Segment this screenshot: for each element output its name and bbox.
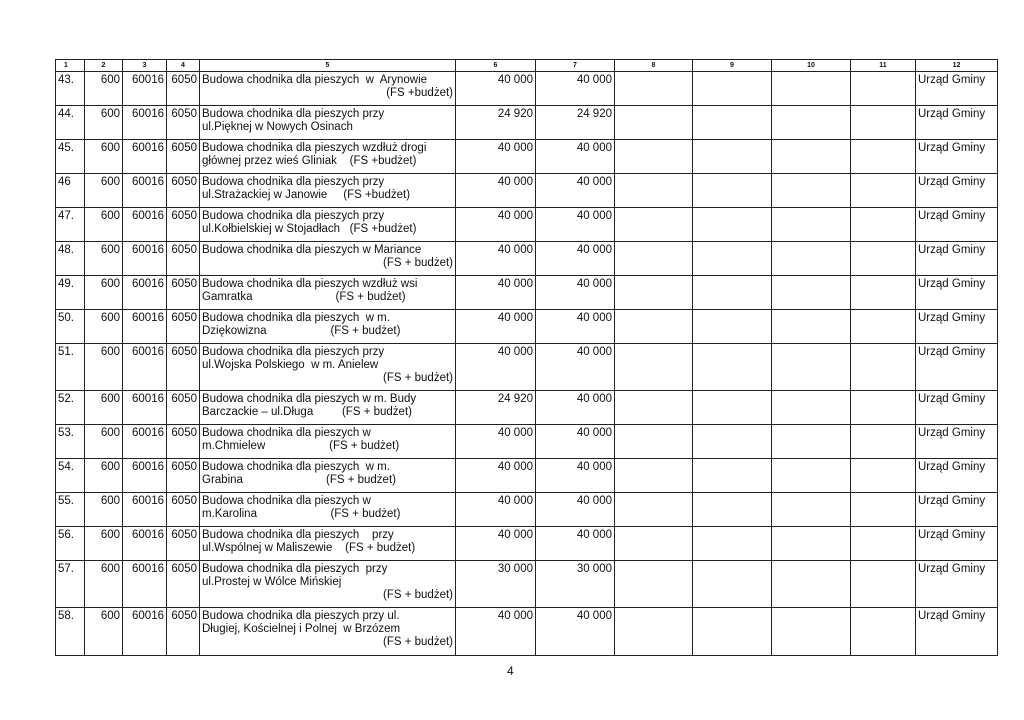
amount-col7-cell: 40 000 (536, 391, 615, 425)
amount-col9-cell (693, 72, 772, 106)
section-cell: 600 (85, 608, 123, 656)
section-cell: 600 (85, 561, 123, 608)
amount-col10-cell (772, 276, 851, 310)
amount-col8-cell (615, 391, 693, 425)
amount-col11-cell (851, 561, 916, 608)
amount-col8-cell (615, 208, 693, 242)
chapter-cell: 60016 (123, 608, 167, 656)
description-line: ul.Strażackiej w Janowie (FS +budżet) (202, 189, 411, 201)
amount-col8-cell (615, 310, 693, 344)
section-cell: 600 (85, 527, 123, 561)
amount-col7-cell: 40 000 (536, 140, 615, 174)
amount-col8-cell (615, 106, 693, 140)
funding-note: (FS + budżet) (383, 372, 453, 384)
amount-col7-cell: 40 000 (536, 276, 615, 310)
column-header-2: 2 (85, 60, 123, 72)
column-header-9: 9 (693, 60, 772, 72)
row-number-cell: 49. (56, 276, 85, 310)
description-line: ul.Prostej w Wólce Mińskiej (202, 576, 342, 588)
row-number-cell: 58. (56, 608, 85, 656)
responsible-unit-cell: Urząd Gminy (916, 140, 998, 174)
column-header-3: 3 (123, 60, 167, 72)
page-number: 4 (507, 664, 514, 678)
amount-col9-cell (693, 608, 772, 656)
amount-col6-cell: 40 000 (456, 527, 536, 561)
description-line: Barczackie – ul.Długa (FS + budżet) (202, 406, 412, 418)
row-number-cell: 56. (56, 527, 85, 561)
column-header-12: 12 (916, 60, 998, 72)
paragraph-cell: 6050 (167, 174, 200, 208)
chapter-cell: 60016 (123, 391, 167, 425)
amount-col10-cell (772, 344, 851, 391)
responsible-unit-cell: Urząd Gminy (916, 425, 998, 459)
amount-col10-cell (772, 459, 851, 493)
paragraph-cell: 6050 (167, 140, 200, 174)
funding-note: (FS +budżet) (386, 87, 453, 99)
amount-col8-cell (615, 140, 693, 174)
description-line: ul.Kołbielskiej w Stojadłach (FS +budżet) (202, 223, 417, 235)
table-row (56, 493, 998, 527)
section-cell: 600 (85, 391, 123, 425)
amount-col8-cell (615, 425, 693, 459)
table-row (56, 276, 998, 310)
paragraph-cell: 6050 (167, 242, 200, 276)
description-cell (200, 527, 456, 561)
description-cell (200, 106, 456, 140)
amount-col11-cell (851, 608, 916, 656)
description-line: Budowa chodnika dla pieszych w m. Budy (202, 393, 417, 405)
header-row (56, 60, 998, 72)
amount-col11-cell (851, 459, 916, 493)
responsible-unit-cell: Urząd Gminy (916, 276, 998, 310)
section-cell: 600 (85, 174, 123, 208)
description-cell (200, 276, 456, 310)
amount-col6-cell: 30 000 (456, 561, 536, 608)
amount-col7-cell: 40 000 (536, 242, 615, 276)
row-number-cell: 53. (56, 425, 85, 459)
amount-col8-cell (615, 174, 693, 208)
amount-col8-cell (615, 242, 693, 276)
chapter-cell: 60016 (123, 140, 167, 174)
amount-col9-cell (693, 561, 772, 608)
description-line: Dziękowizna (FS + budżet) (202, 325, 401, 337)
row-number-cell: 50. (56, 310, 85, 344)
amount-col9-cell (693, 310, 772, 344)
description-line: Budowa chodnika dla pieszych przy (202, 563, 388, 575)
description-cell (200, 242, 456, 276)
column-header-5: 5 (200, 60, 456, 72)
amount-col10-cell (772, 242, 851, 276)
column-header-4: 4 (167, 60, 200, 72)
amount-col10-cell (772, 310, 851, 344)
amount-col8-cell (615, 276, 693, 310)
description-cell (200, 174, 456, 208)
amount-col10-cell (772, 561, 851, 608)
chapter-cell: 60016 (123, 527, 167, 561)
description-line: Budowa chodnika dla pieszych w (202, 427, 371, 439)
amount-col7-cell: 40 000 (536, 608, 615, 656)
description-cell (200, 561, 456, 608)
description-cell (200, 310, 456, 344)
amount-col9-cell (693, 344, 772, 391)
paragraph-cell: 6050 (167, 493, 200, 527)
description-line: głównej przez wieś Gliniak (FS +budżet) (202, 155, 417, 167)
section-cell: 600 (85, 493, 123, 527)
section-cell: 600 (85, 72, 123, 106)
description-line: ul.Pięknej w Nowych Osinach (202, 121, 353, 133)
amount-col11-cell (851, 527, 916, 561)
amount-col6-cell: 40 000 (456, 242, 536, 276)
chapter-cell: 60016 (123, 174, 167, 208)
amount-col8-cell (615, 608, 693, 656)
paragraph-cell: 6050 (167, 608, 200, 656)
amount-col11-cell (851, 208, 916, 242)
row-number-cell: 55. (56, 493, 85, 527)
responsible-unit-cell: Urząd Gminy (916, 527, 998, 561)
chapter-cell: 60016 (123, 493, 167, 527)
amount-col8-cell (615, 527, 693, 561)
amount-col6-cell: 40 000 (456, 608, 536, 656)
chapter-cell: 60016 (123, 561, 167, 608)
amount-col8-cell (615, 72, 693, 106)
row-number-cell: 48. (56, 242, 85, 276)
table-row (56, 425, 998, 459)
description-line: Budowa chodnika dla pieszych przy (202, 529, 394, 541)
column-header-6: 6 (456, 60, 536, 72)
amount-col10-cell (772, 608, 851, 656)
amount-col10-cell (772, 208, 851, 242)
amount-col9-cell (693, 527, 772, 561)
description-line: Budowa chodnika dla pieszych w (202, 495, 371, 507)
amount-col9-cell (693, 106, 772, 140)
section-cell: 600 (85, 344, 123, 391)
description-cell (200, 425, 456, 459)
table-body (56, 72, 998, 656)
amount-col7-cell: 40 000 (536, 208, 615, 242)
responsible-unit-cell: Urząd Gminy (916, 174, 998, 208)
table-row (56, 310, 998, 344)
paragraph-cell: 6050 (167, 425, 200, 459)
amount-col9-cell (693, 391, 772, 425)
amount-col7-cell: 40 000 (536, 493, 615, 527)
chapter-cell: 60016 (123, 310, 167, 344)
funding-note: (FS + budżet) (383, 589, 453, 601)
table-row (56, 208, 998, 242)
table-row (56, 344, 998, 391)
description-line: Budowa chodnika dla pieszych w m. (202, 461, 390, 473)
row-number-cell: 46 (56, 174, 85, 208)
amount-col6-cell: 40 000 (456, 276, 536, 310)
row-number-cell: 51. (56, 344, 85, 391)
table-row (56, 242, 998, 276)
amount-col11-cell (851, 106, 916, 140)
amount-col11-cell (851, 391, 916, 425)
amount-col11-cell (851, 140, 916, 174)
amount-col6-cell: 40 000 (456, 459, 536, 493)
amount-col6-cell: 40 000 (456, 425, 536, 459)
description-line: Budowa chodnika dla pieszych przy (202, 210, 385, 222)
amount-col10-cell (772, 391, 851, 425)
responsible-unit-cell: Urząd Gminy (916, 242, 998, 276)
table-row (56, 391, 998, 425)
table-row (56, 561, 998, 608)
amount-col8-cell (615, 493, 693, 527)
amount-col7-cell: 40 000 (536, 527, 615, 561)
amount-col9-cell (693, 140, 772, 174)
paragraph-cell: 6050 (167, 106, 200, 140)
amount-col7-cell: 40 000 (536, 425, 615, 459)
amount-col9-cell (693, 174, 772, 208)
investment-table (55, 59, 998, 656)
amount-col11-cell (851, 276, 916, 310)
description-line: Gamratka (FS + budżet) (202, 291, 406, 303)
chapter-cell: 60016 (123, 72, 167, 106)
row-number-cell: 57. (56, 561, 85, 608)
row-number-cell: 44. (56, 106, 85, 140)
amount-col9-cell (693, 425, 772, 459)
amount-col9-cell (693, 242, 772, 276)
responsible-unit-cell: Urząd Gminy (916, 208, 998, 242)
description-cell (200, 208, 456, 242)
section-cell: 600 (85, 425, 123, 459)
table-row (56, 459, 998, 493)
paragraph-cell: 6050 (167, 459, 200, 493)
section-cell: 600 (85, 140, 123, 174)
responsible-unit-cell: Urząd Gminy (916, 493, 998, 527)
amount-col10-cell (772, 425, 851, 459)
column-header-11: 11 (851, 60, 916, 72)
column-header-1: 1 (56, 60, 85, 72)
paragraph-cell: 6050 (167, 310, 200, 344)
paragraph-cell: 6050 (167, 527, 200, 561)
responsible-unit-cell: Urząd Gminy (916, 344, 998, 391)
amount-col10-cell (772, 106, 851, 140)
description-line: Budowa chodnika dla pieszych w Arynowie (202, 74, 428, 86)
amount-col6-cell: 40 000 (456, 140, 536, 174)
amount-col6-cell: 40 000 (456, 174, 536, 208)
paragraph-cell: 6050 (167, 72, 200, 106)
column-header-10: 10 (772, 60, 851, 72)
amount-col6-cell: 24 920 (456, 391, 536, 425)
responsible-unit-cell: Urząd Gminy (916, 391, 998, 425)
section-cell: 600 (85, 208, 123, 242)
paragraph-cell: 6050 (167, 561, 200, 608)
amount-col7-cell: 30 000 (536, 561, 615, 608)
description-line: m.Karolina (FS + budżet) (202, 508, 401, 520)
amount-col6-cell: 40 000 (456, 208, 536, 242)
paragraph-cell: 6050 (167, 344, 200, 391)
description-line: Grabina (FS + budżet) (202, 474, 396, 486)
description-cell (200, 459, 456, 493)
description-line: Budowa chodnika dla pieszych w m. (202, 312, 390, 324)
amount-col8-cell (615, 561, 693, 608)
section-cell: 600 (85, 310, 123, 344)
amount-col10-cell (772, 140, 851, 174)
amount-col10-cell (772, 72, 851, 106)
section-cell: 600 (85, 106, 123, 140)
amount-col7-cell: 40 000 (536, 344, 615, 391)
funding-note: (FS + budżet) (383, 257, 453, 269)
amount-col7-cell: 24 920 (536, 106, 615, 140)
amount-col6-cell: 40 000 (456, 493, 536, 527)
description-cell (200, 391, 456, 425)
column-header-8: 8 (615, 60, 693, 72)
description-line: Budowa chodnika dla pieszych wzdłuż drogi (202, 142, 427, 154)
amount-col10-cell (772, 527, 851, 561)
chapter-cell: 60016 (123, 242, 167, 276)
amount-col11-cell (851, 242, 916, 276)
description-line: ul.Wojska Polskiego w m. Anielew (202, 359, 379, 371)
chapter-cell: 60016 (123, 106, 167, 140)
table-row (56, 174, 998, 208)
column-header-7: 7 (536, 60, 615, 72)
responsible-unit-cell: Urząd Gminy (916, 106, 998, 140)
amount-col7-cell: 40 000 (536, 72, 615, 106)
funding-note: (FS + budżet) (383, 636, 453, 648)
description-line: Budowa chodnika dla pieszych przy ul. (202, 610, 400, 622)
amount-col7-cell: 40 000 (536, 459, 615, 493)
description-line: Długiej, Kościelnej i Polnej w Brzózem (202, 623, 401, 635)
table-row (56, 106, 998, 140)
row-number-cell: 47. (56, 208, 85, 242)
description-line: Budowa chodnika dla pieszych przy (202, 108, 385, 120)
description-line: Budowa chodnika dla pieszych przy (202, 346, 385, 358)
amount-col9-cell (693, 276, 772, 310)
amount-col11-cell (851, 344, 916, 391)
amount-col6-cell: 40 000 (456, 310, 536, 344)
row-number-cell: 43. (56, 72, 85, 106)
row-number-cell: 54. (56, 459, 85, 493)
amount-col7-cell: 40 000 (536, 174, 615, 208)
section-cell: 600 (85, 459, 123, 493)
table-row (56, 72, 998, 106)
amount-col11-cell (851, 493, 916, 527)
section-cell: 600 (85, 242, 123, 276)
description-cell (200, 608, 456, 656)
amount-col11-cell (851, 310, 916, 344)
chapter-cell: 60016 (123, 459, 167, 493)
responsible-unit-cell: Urząd Gminy (916, 561, 998, 608)
description-line: m.Chmielew (FS + budżet) (202, 440, 400, 452)
responsible-unit-cell: Urząd Gminy (916, 310, 998, 344)
description-cell (200, 140, 456, 174)
chapter-cell: 60016 (123, 344, 167, 391)
amount-col10-cell (772, 493, 851, 527)
chapter-cell: 60016 (123, 425, 167, 459)
chapter-cell: 60016 (123, 276, 167, 310)
amount-col8-cell (615, 344, 693, 391)
amount-col10-cell (772, 174, 851, 208)
amount-col6-cell: 40 000 (456, 344, 536, 391)
table-row (56, 608, 998, 656)
description-line: Budowa chodnika dla pieszych wzdłuż wsi (202, 278, 418, 290)
amount-col6-cell: 40 000 (456, 72, 536, 106)
amount-col6-cell: 24 920 (456, 106, 536, 140)
description-line: Budowa chodnika dla pieszych przy (202, 176, 385, 188)
responsible-unit-cell: Urząd Gminy (916, 72, 998, 106)
chapter-cell: 60016 (123, 208, 167, 242)
paragraph-cell: 6050 (167, 391, 200, 425)
amount-col8-cell (615, 459, 693, 493)
paragraph-cell: 6050 (167, 208, 200, 242)
amount-col9-cell (693, 493, 772, 527)
amount-col11-cell (851, 425, 916, 459)
responsible-unit-cell: Urząd Gminy (916, 608, 998, 656)
paragraph-cell: 6050 (167, 276, 200, 310)
description-cell (200, 344, 456, 391)
responsible-unit-cell: Urząd Gminy (916, 459, 998, 493)
row-number-cell: 45. (56, 140, 85, 174)
description-line: Budowa chodnika dla pieszych w Mariance (202, 244, 422, 256)
amount-col9-cell (693, 459, 772, 493)
table-row (56, 527, 998, 561)
table-row (56, 140, 998, 174)
amount-col11-cell (851, 72, 916, 106)
description-line: ul.Wspólnej w Maliszewie (FS + budżet) (202, 542, 416, 554)
section-cell: 600 (85, 276, 123, 310)
description-cell (200, 72, 456, 106)
amount-col11-cell (851, 174, 916, 208)
description-cell (200, 493, 456, 527)
amount-col7-cell: 40 000 (536, 310, 615, 344)
amount-col9-cell (693, 208, 772, 242)
row-number-cell: 52. (56, 391, 85, 425)
